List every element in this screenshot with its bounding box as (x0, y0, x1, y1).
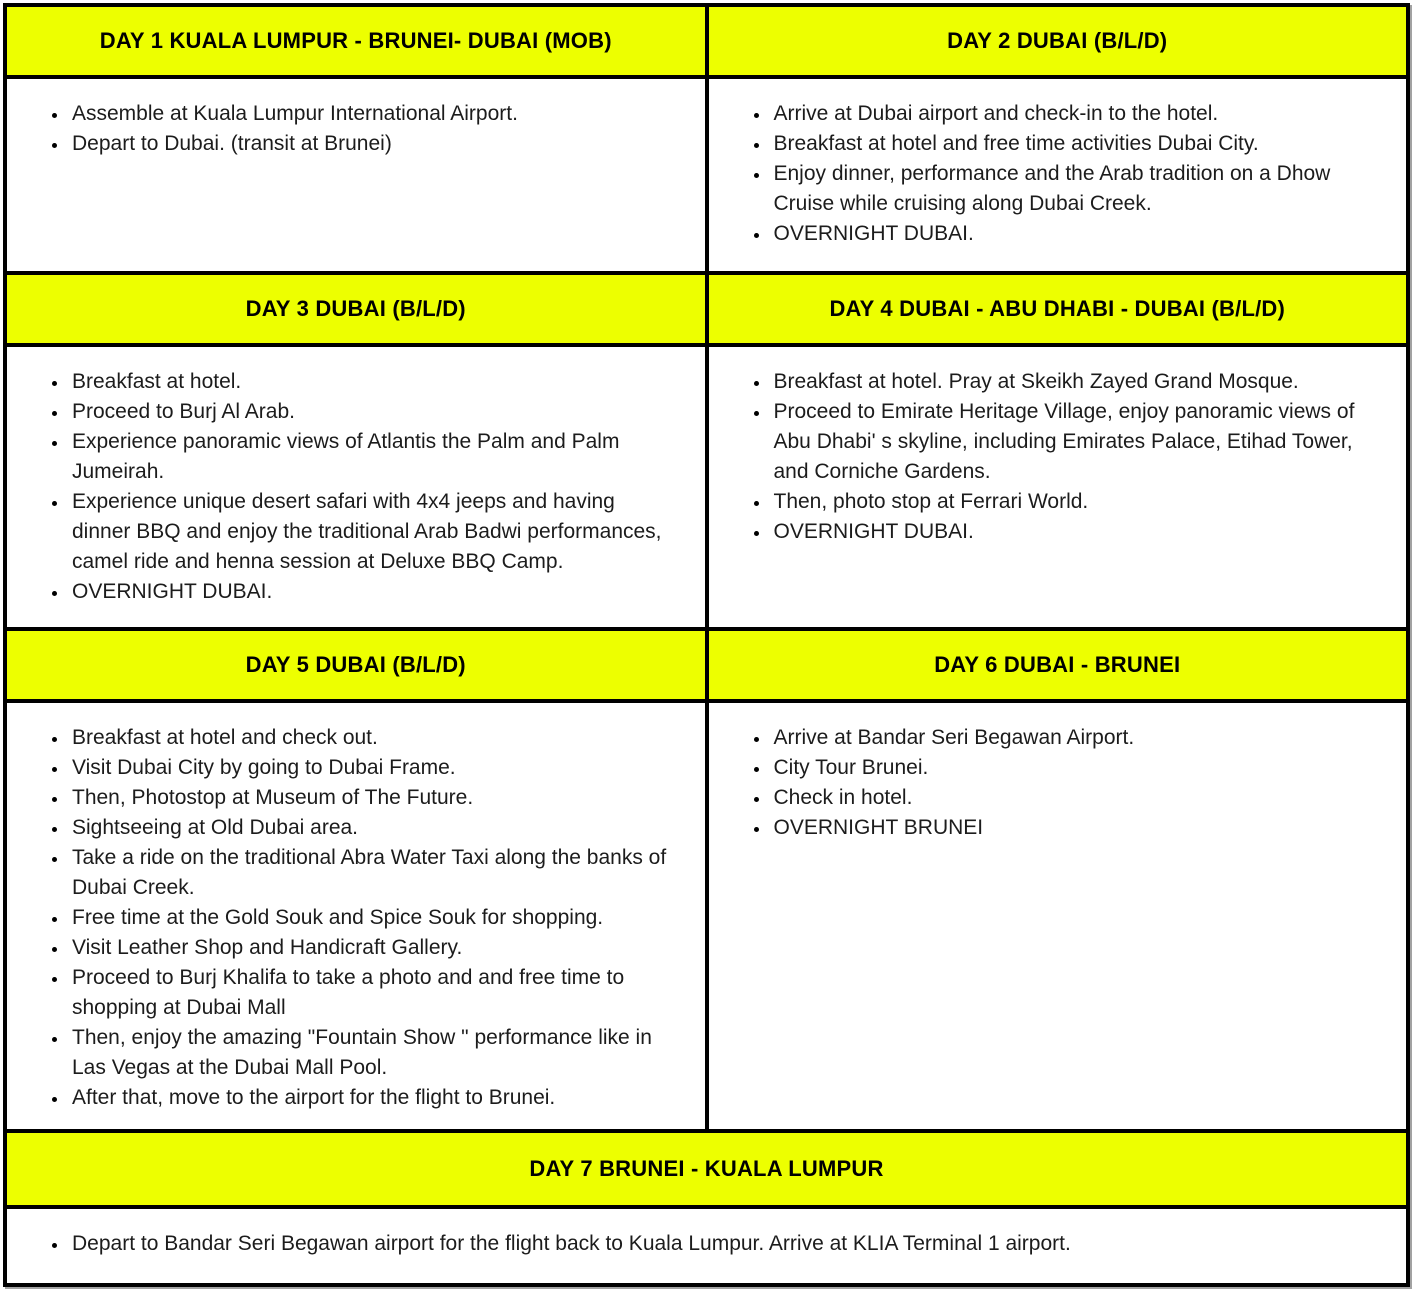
day-6-header: DAY 6 DUBAI - BRUNEI (707, 629, 1409, 701)
activity-item: • Experience unique desert safari with 4x4 jeeps and having dinner BBQ and enjoy the traditional Arab Badwi performances, camel ride and henna session at Deluxe BBQ Camp. (69, 487, 679, 577)
day-1-activities (5, 77, 707, 273)
activity-item: • OVERNIGHT DUBAI. (69, 577, 679, 607)
activity-item: • Breakfast at hotel. (69, 367, 679, 397)
activity-item: • Proceed to Emirate Heritage Village, enjoy panoramic views of Abu Dhabi' s skyline, including Emirates Palace, Etihad Tower, and Corniche Gardens. (771, 397, 1381, 487)
day-5-activity-list (27, 723, 679, 1113)
activity-item: • OVERNIGHT DUBAI. (771, 517, 1381, 547)
header-row-day1-day2 (5, 5, 1408, 77)
activity-item: • Then, photo stop at Ferrari World. (771, 487, 1381, 517)
day-2-activities (707, 77, 1409, 273)
activity-item: • Assemble at Kuala Lumpur International Airport. (69, 99, 679, 129)
day-4-activity-list (729, 367, 1381, 547)
content-row-day7 (5, 1207, 1408, 1285)
day-1-header: DAY 1 KUALA LUMPUR - BRUNEI- DUBAI (MOB) (5, 5, 707, 77)
activity-item: • Depart to Dubai. (transit at Brunei) (69, 129, 679, 159)
day-3-header: DAY 3 DUBAI (B/L/D) (5, 273, 707, 345)
activity-item: • Take a ride on the traditional Abra Water Taxi along the banks of Dubai Creek. (69, 843, 679, 903)
activity-item: • Arrive at Dubai airport and check-in to the hotel. (771, 99, 1381, 129)
day-7-activities (5, 1207, 1408, 1285)
activity-item: • Free time at the Gold Souk and Spice Souk for shopping. (69, 903, 679, 933)
activity-item: • Breakfast at hotel. Pray at Skeikh Zayed Grand Mosque. (771, 367, 1381, 397)
day-2-activity-list (729, 99, 1381, 249)
content-row-day3-day4 (5, 345, 1408, 629)
day-5-activities (5, 701, 707, 1131)
activity-item: • City Tour Brunei. (771, 753, 1381, 783)
day-7-header: DAY 7 BRUNEI - KUALA LUMPUR (5, 1131, 1408, 1207)
day-6-activity-list (729, 723, 1381, 843)
activity-item: • OVERNIGHT BRUNEI (771, 813, 1381, 843)
day-7-activity-list (27, 1229, 1380, 1259)
content-row-day5-day6 (5, 701, 1408, 1131)
day-4-header: DAY 4 DUBAI - ABU DHABI - DUBAI (B/L/D) (707, 273, 1409, 345)
activity-item: • Depart to Bandar Seri Begawan airport for the flight back to Kuala Lumpur. Arrive at KLIA Terminal 1 airport. (69, 1229, 1380, 1259)
day-5-header: DAY 5 DUBAI (B/L/D) (5, 629, 707, 701)
activity-item: • Experience panoramic views of Atlantis the Palm and Palm Jumeirah. (69, 427, 679, 487)
day-6-activities (707, 701, 1409, 1131)
activity-item: • Arrive at Bandar Seri Begawan Airport. (771, 723, 1381, 753)
activity-item: • Visit Leather Shop and Handicraft Gallery. (69, 933, 679, 963)
itinerary-table (3, 3, 1410, 1287)
day-4-activities (707, 345, 1409, 629)
activity-item: • Breakfast at hotel and check out. (69, 723, 679, 753)
day-3-activities (5, 345, 707, 629)
activity-item: • Visit Dubai City by going to Dubai Frame. (69, 753, 679, 783)
activity-item: • Proceed to Burj Al Arab. (69, 397, 679, 427)
day-2-header: DAY 2 DUBAI (B/L/D) (707, 5, 1409, 77)
day-1-activity-list (27, 99, 679, 159)
activity-item: • Sightseeing at Old Dubai area. (69, 813, 679, 843)
activity-item: • Enjoy dinner, performance and the Arab tradition on a Dhow Cruise while cruising along Dubai Creek. (771, 159, 1381, 219)
header-row-day7 (5, 1131, 1408, 1207)
activity-item: • OVERNIGHT DUBAI. (771, 219, 1381, 249)
header-row-day5-day6 (5, 629, 1408, 701)
day-3-activity-list (27, 367, 679, 607)
content-row-day1-day2 (5, 77, 1408, 273)
activity-item: • Then, enjoy the amazing "Fountain Show " performance like in Las Vegas at the Dubai Mall Pool. (69, 1023, 679, 1083)
activity-item: • After that, move to the airport for the flight to Brunei. (69, 1083, 679, 1113)
activity-item: • Then, Photostop at Museum of The Future. (69, 783, 679, 813)
activity-item: • Proceed to Burj Khalifa to take a photo and and free time to shopping at Dubai Mall (69, 963, 679, 1023)
activity-item: • Breakfast at hotel and free time activities Dubai City. (771, 129, 1381, 159)
header-row-day3-day4 (5, 273, 1408, 345)
activity-item: • Check in hotel. (771, 783, 1381, 813)
